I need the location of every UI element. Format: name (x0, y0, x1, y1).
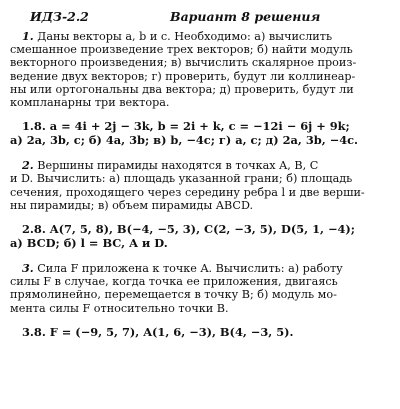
section-1-line: 1. Даны векторы a, b и c. Необходимо: а) вычислить (22, 29, 333, 43)
section-3 (10, 262, 390, 339)
section-1-line: компланарны три вектора. (10, 96, 170, 110)
section-1-line: векторного произведения; в) вычислить скалярное произ- (10, 56, 357, 70)
section-2-number: 2. (22, 158, 34, 173)
section-1-line: смешанное произведение трех векторов; б) найти модуль (10, 43, 353, 57)
section-1 (10, 30, 390, 147)
section-2-line: сечения, проходящего через середину ребра l и две верши- (10, 185, 365, 199)
section-1-number: 1. (22, 29, 34, 43)
section-2-line: ны пирамиды; в) объем пирамиды ABCD. (10, 198, 254, 212)
task-1-8-parts: а) 2a, 3b, c; б) 4a, 3b; в) b, −4c; г) a, c; д) 2a, 3b, −4c. (10, 133, 359, 148)
section-3-number: 3. (22, 261, 34, 276)
section-3-line: мента силы F относительно точки B. (10, 301, 229, 315)
section-3-line: 3. Сила F приложена к точке A. Вычислить: а) работу (22, 261, 343, 276)
section-3-line: прямолинейно, перемещается в точку B; б) модуль мо- (10, 288, 337, 302)
section-2-line: и D. Вычислить: а) площадь указанной грани; б) площадь (10, 172, 353, 186)
task-2-8-points: 2.8. A(7, 5, 8), B(−4, −5, 3), C(2, −3, 5), D(5, 1, −4); (22, 222, 356, 237)
task-1-8-vectors: 1.8. a = 4i + 2j − 3k, b = 2i + k, c = −12i − 6j + 9k; (22, 119, 350, 134)
task-2-8-parts: а) BCD; б) l = BC, A и D. (10, 236, 168, 251)
header (10, 6, 390, 26)
section-2-line: 2. Вершины пирамиды находятся в точках A, B, C (22, 158, 319, 173)
variant-title: Вариант 8 решения (170, 8, 321, 24)
section-3-line: силы F в случае, когда точка ее приложения, двигаясь (10, 275, 338, 289)
section-1-line: ны или ортогональны два вектора; д) проверить, будут ли (10, 82, 354, 96)
section-1-line: ведение двух векторов; г) проверить, будут ли коллинеар- (10, 69, 356, 83)
task-3-8-data: 3.8. F = (−9, 5, 7), A(1, 6, −3), B(4, −3, 5). (22, 324, 294, 339)
section-2 (10, 159, 390, 250)
idz-code: ИДЗ-2.2 (30, 8, 89, 24)
